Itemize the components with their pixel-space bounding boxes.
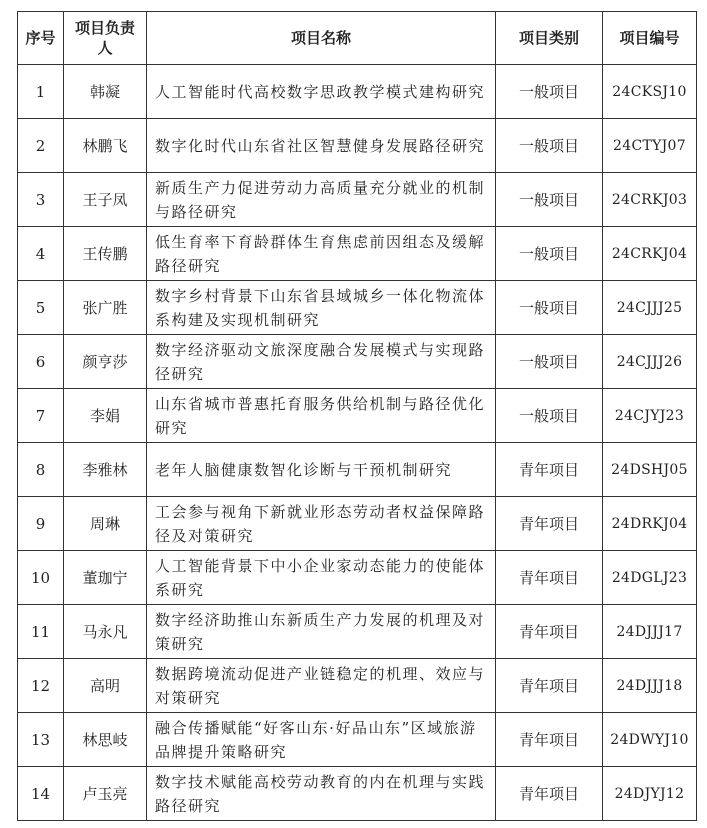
cell-leader: 王传鹏 xyxy=(64,227,147,281)
cell-no: 5 xyxy=(18,281,64,335)
cell-code: 24DJJJ17 xyxy=(603,605,697,659)
cell-code: 24DWYJ10 xyxy=(603,713,697,767)
cell-project-name: 人工智能背景下中小企业家动态能力的使能体系研究 xyxy=(147,551,496,605)
cell-leader: 高明 xyxy=(64,659,147,713)
cell-no: 9 xyxy=(18,497,64,551)
table-row xyxy=(18,335,697,389)
cell-leader: 周琳 xyxy=(64,497,147,551)
table-row xyxy=(18,551,697,605)
cell-code: 24CKSJ10 xyxy=(603,65,697,119)
cell-no: 6 xyxy=(18,335,64,389)
cell-code: 24DGLJ23 xyxy=(603,551,697,605)
table-row xyxy=(18,443,697,497)
cell-project-name: 融合传播赋能“好客山东·好品山东”区域旅游品牌提升策略研究 xyxy=(147,713,496,767)
cell-code: 24CJYJ23 xyxy=(603,389,697,443)
cell-no: 4 xyxy=(18,227,64,281)
cell-leader: 颜亨莎 xyxy=(64,335,147,389)
cell-category: 一般项目 xyxy=(496,281,603,335)
cell-category: 青年项目 xyxy=(496,551,603,605)
cell-no: 7 xyxy=(18,389,64,443)
cell-project-name: 人工智能时代高校数字思政教学模式建构研究 xyxy=(147,65,496,119)
cell-project-name: 数字经济驱动文旅深度融合发展模式与实现路径研究 xyxy=(147,335,496,389)
project-table xyxy=(17,11,697,821)
cell-category: 一般项目 xyxy=(496,389,603,443)
cell-no: 11 xyxy=(18,605,64,659)
cell-project-name: 老年人脑健康数智化诊断与干预机制研究 xyxy=(147,443,496,497)
table-row xyxy=(18,713,697,767)
cell-project-name: 数字乡村背景下山东省县域城乡一体化物流体系构建及实现机制研究 xyxy=(147,281,496,335)
table-body xyxy=(18,65,697,821)
header-leader: 项目负责人 xyxy=(64,12,147,65)
cell-category: 青年项目 xyxy=(496,497,603,551)
cell-category: 青年项目 xyxy=(496,713,603,767)
cell-code: 24CTYJ07 xyxy=(603,119,697,173)
table-row xyxy=(18,65,697,119)
table-row xyxy=(18,659,697,713)
header-category: 项目类别 xyxy=(496,12,603,65)
cell-no: 14 xyxy=(18,767,64,821)
cell-leader: 董珈宁 xyxy=(64,551,147,605)
cell-leader: 林思岐 xyxy=(64,713,147,767)
cell-no: 2 xyxy=(18,119,64,173)
cell-project-name: 山东省城市普惠托育服务供给机制与路径优化研究 xyxy=(147,389,496,443)
cell-category: 一般项目 xyxy=(496,227,603,281)
cell-code: 24DSHJ05 xyxy=(603,443,697,497)
table-row xyxy=(18,497,697,551)
table-row xyxy=(18,281,697,335)
cell-leader: 马永凡 xyxy=(64,605,147,659)
cell-project-name: 工会参与视角下新就业形态劳动者权益保障路径及对策研究 xyxy=(147,497,496,551)
cell-code: 24DRKJ04 xyxy=(603,497,697,551)
cell-leader: 卢玉亮 xyxy=(64,767,147,821)
cell-code: 24CJJJ26 xyxy=(603,335,697,389)
cell-category: 青年项目 xyxy=(496,443,603,497)
cell-project-name: 新质生产力促进劳动力高质量充分就业的机制与路径研究 xyxy=(147,173,496,227)
cell-project-name: 低生育率下育龄群体生育焦虑前因组态及缓解路径研究 xyxy=(147,227,496,281)
cell-leader: 王子凤 xyxy=(64,173,147,227)
cell-leader: 张广胜 xyxy=(64,281,147,335)
table-header-row xyxy=(18,12,697,65)
cell-leader: 李娟 xyxy=(64,389,147,443)
header-no: 序号 xyxy=(18,12,64,65)
cell-no: 3 xyxy=(18,173,64,227)
cell-code: 24DJYJ12 xyxy=(603,767,697,821)
cell-code: 24CRKJ03 xyxy=(603,173,697,227)
cell-category: 一般项目 xyxy=(496,65,603,119)
cell-category: 一般项目 xyxy=(496,173,603,227)
cell-category: 一般项目 xyxy=(496,119,603,173)
cell-category: 一般项目 xyxy=(496,335,603,389)
cell-code: 24CJJJ25 xyxy=(603,281,697,335)
cell-no: 12 xyxy=(18,659,64,713)
table-row xyxy=(18,389,697,443)
cell-code: 24DJJJ18 xyxy=(603,659,697,713)
table-row xyxy=(18,227,697,281)
cell-leader: 韩凝 xyxy=(64,65,147,119)
cell-category: 青年项目 xyxy=(496,767,603,821)
cell-category: 青年项目 xyxy=(496,605,603,659)
cell-project-name: 数字经济助推山东新质生产力发展的机理及对策研究 xyxy=(147,605,496,659)
cell-no: 10 xyxy=(18,551,64,605)
table-row xyxy=(18,173,697,227)
cell-leader: 林鹏飞 xyxy=(64,119,147,173)
cell-no: 1 xyxy=(18,65,64,119)
cell-project-name: 数字化时代山东省社区智慧健身发展路径研究 xyxy=(147,119,496,173)
table-row xyxy=(18,767,697,821)
cell-category: 青年项目 xyxy=(496,659,603,713)
header-code: 项目编号 xyxy=(603,12,697,65)
table-row xyxy=(18,119,697,173)
cell-no: 13 xyxy=(18,713,64,767)
cell-project-name: 数据跨境流动促进产业链稳定的机理、效应与对策研究 xyxy=(147,659,496,713)
cell-no: 8 xyxy=(18,443,64,497)
cell-code: 24CRKJ04 xyxy=(603,227,697,281)
cell-project-name: 数字技术赋能高校劳动教育的内在机理与实践路径研究 xyxy=(147,767,496,821)
table-row xyxy=(18,605,697,659)
header-name: 项目名称 xyxy=(147,12,496,65)
cell-leader: 李雅林 xyxy=(64,443,147,497)
